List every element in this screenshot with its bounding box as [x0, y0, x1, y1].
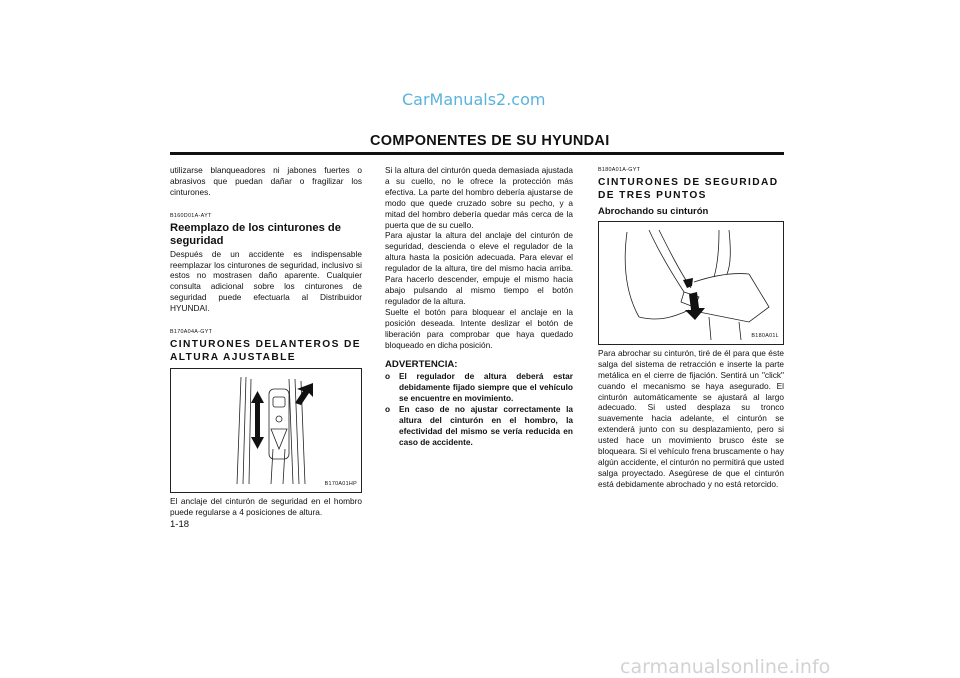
column-2: [385, 165, 573, 448]
warning-title: ADVERTENCIA:: [385, 359, 458, 371]
paragraph-1: Si la altura del cinturón queda demasiada ajustada a su cuello, no le ofrece la protección más efectiva. La parte del hombro debería ajustarse de modo que quede cruzado sobre su pecho, y a mitad del hombro debería quedar más cerca de la puerta que de su cuello.: [385, 165, 573, 230]
bullet: o: [385, 371, 391, 382]
header-rule: [170, 152, 784, 155]
figure-label: B170A01HP: [324, 481, 357, 488]
bullet: o: [385, 404, 391, 415]
column-1: [170, 165, 362, 518]
watermark-top[interactable]: CarManuals2.com: [402, 90, 546, 109]
warning-text: El regulador de altura deberá estar debidamente fijado siempre que el vehículo se encuentre en movimiento.: [399, 371, 573, 404]
figure-height-adjuster: [170, 368, 362, 493]
figure-label: B180A01L: [751, 333, 779, 339]
paragraph-3: Suelte el botón para bloquear el anclaje en la posición deseada. Intente deslizar el botón de liberación para comprobar que haya quedado bloqueado en dicha posición.: [385, 306, 573, 350]
buckling-seatbelt-illustration: [599, 222, 783, 344]
section-code: B180A01A-GYT: [598, 167, 641, 173]
seatbelt-height-adjuster-illustration: [171, 369, 361, 492]
column-3: [598, 165, 784, 490]
section-code: B160D01A-AYT: [170, 212, 212, 219]
section-title-tres-puntos: CINTURONES DE SEGURIDAD DE TRES PUNTOS: [598, 176, 779, 202]
section-code: B170A04A-GYT: [170, 329, 213, 336]
warning-item: [385, 404, 573, 448]
warning-item: [385, 371, 573, 404]
watermark-bottom[interactable]: carmanualsonline.info: [620, 656, 831, 678]
section-title-altura: CINTURONES DELANTEROS DE ALTURA AJUSTABLE: [170, 338, 361, 364]
intro-text: utilizarse blanqueadores ni jabones fuertes o abrasivos que puedan dañar o fragilizar los cinturones.: [170, 165, 362, 197]
section-body-reemplazo: Después de un accidente es indispensable reemplazar los cinturones de seguridad, inclusivo si estos no mostrasen daño aparente. Cualquier consulta adicional sobre los cinturones de seguridad puede efectuarla al Distribuidor HYUNDAI.: [170, 248, 362, 314]
warning-text: En caso de no ajustar correctamente la altura del cinturón en el hombro, la efectividad del mismo se vería reducida en caso de accidente.: [399, 404, 573, 447]
section-body-abrochando: Para abrochar su cinturón, tiré de él para que éste salga del sistema de retracción e inserte la parte metálica en el cierre de fijación. Sentirá un "click" cuando el mecanismo se haya asegurado. El cinturón automáticamente se ajustará al largo adecuado. Si usted desplaza su tronco suavemente hacia adelante, el cinturón se extenderá junto con su desplazamiento, pero si usted hace un movimiento brusco éste se bloqueara. Si el vehículo frena bruscamente o hay algún accidente, el cinturón no permitirá que usted salga proyectado. Asegúrese de que el cinturón está debidamente abrochado y no está retorcido.: [598, 347, 784, 489]
section-subtitle: Abrochando su cinturón: [598, 205, 709, 217]
page-header-title: COMPONENTES DE SU HYUNDAI: [370, 133, 610, 149]
section-title-reemplazo: Reemplazo de los cinturones de seguridad: [170, 221, 341, 248]
paragraph-2: Para ajustar la altura del anclaje del cinturón de seguridad, descienda o eleve el regulador de la altura hasta la posición adecuada. Para elevar el regulador de la altura, tire del mismo hacia arriba. Para hacerlo descender, empuje el mismo hacia abajo pulsando al mismo tiempo el botón regulador de la altura.: [385, 230, 573, 306]
warning-list: [385, 371, 573, 447]
figure-caption: El anclaje del cinturón de seguridad en el hombro puede regularse a 4 posiciones de altura.: [170, 495, 362, 517]
figure-buckling-belt: [598, 221, 784, 345]
page-number: 1-18: [170, 519, 190, 530]
